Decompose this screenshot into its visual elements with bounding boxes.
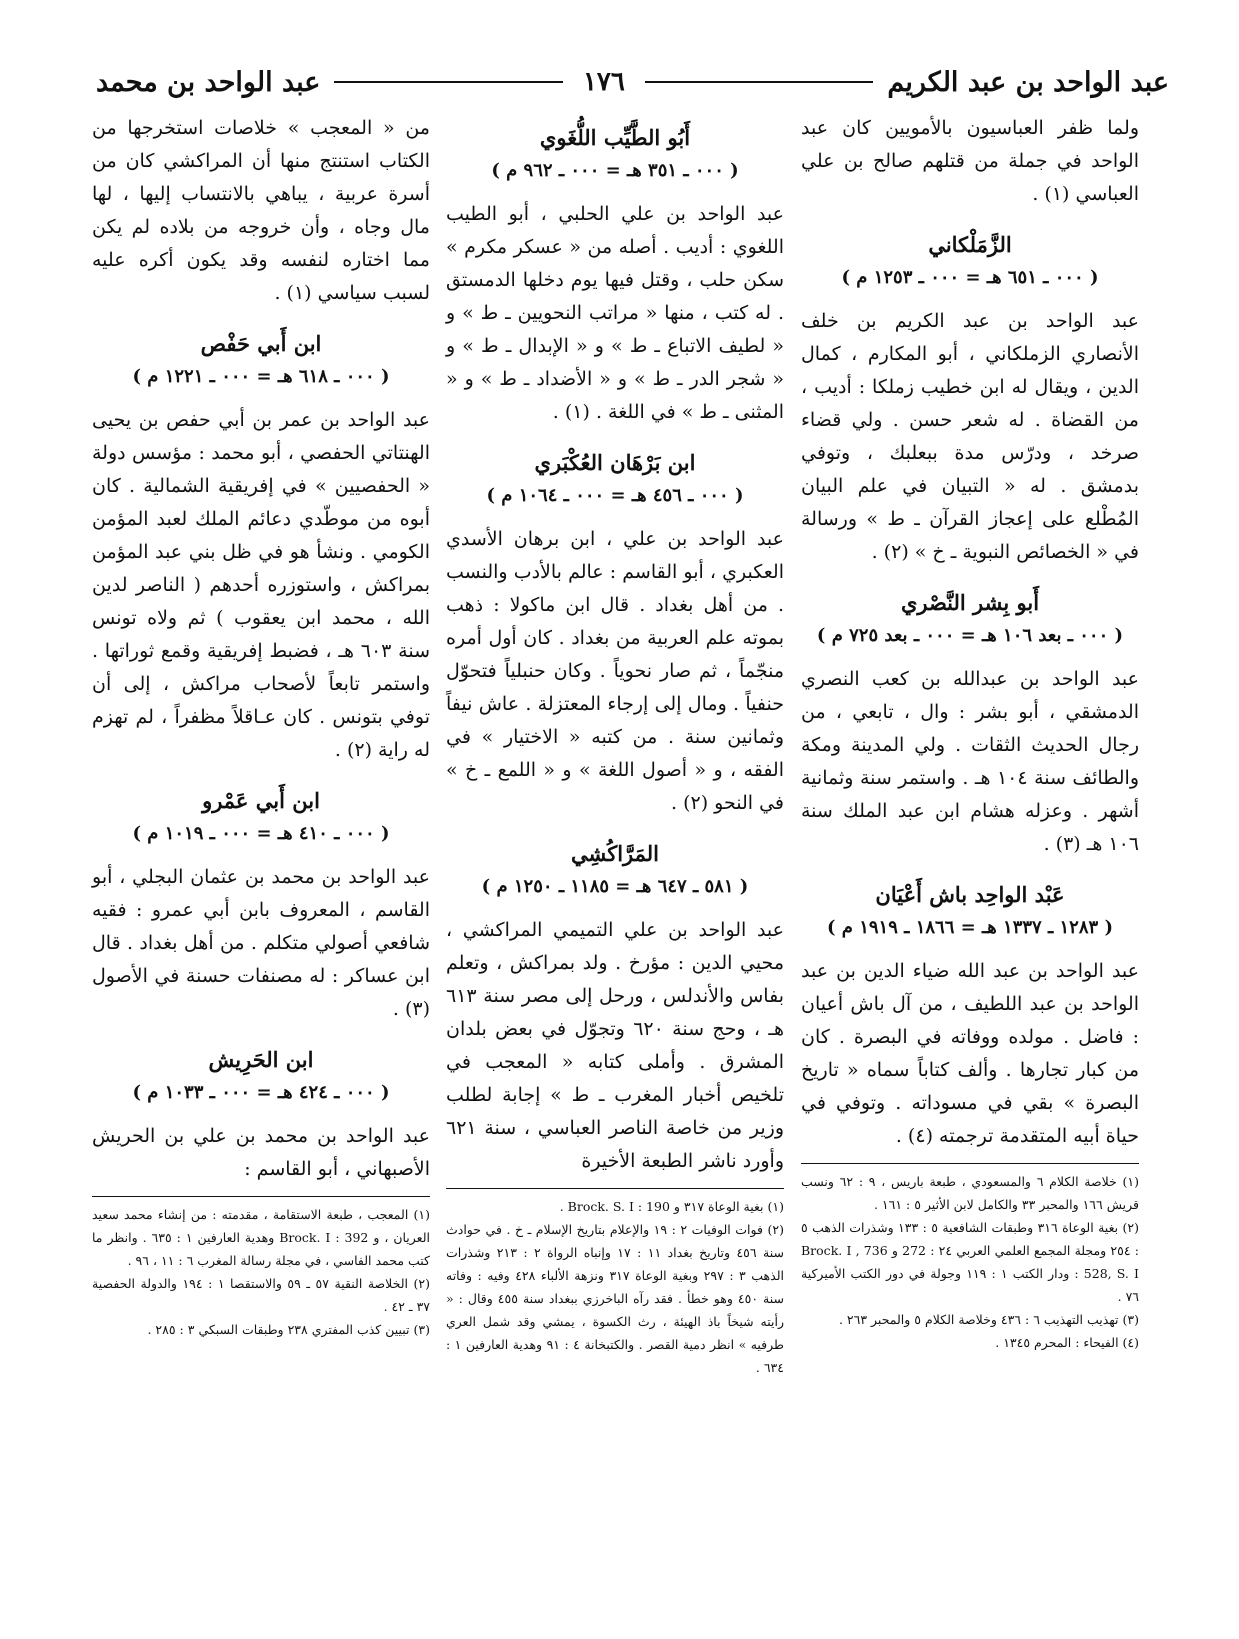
entry-abu-tayyib: [446, 122, 784, 429]
footnote: (٢) فوات الوفيات ٢ : ١٩ والإعلام بتاريخ الإسلام ـ خ . في حوادث سنة ٤٥٦ وتاريخ بغداد ١١ : ١٧ وإنباه الرواة ٢ : ٢١٣ وشذرات الذهب ٣ : ٢٩٧ وبغية الوعاة ٣١٧ ونزهة الألباء ٤٢٨ وفيه : وفاته سنة ٤٥٠ وهو خطأ . فقد رآه الباخرزي ببغداد سنة ٤٥٥ وقال : « رأيته شيخاً باذ الهيئة ، رث الكسوة ، يمشي وقد شمل العري طرفيه » انظر دمية القصر . والكتبخانة ٤ : ٩١ وهدية العارفين ١ : ٦٣٤ .: [446, 1222, 784, 1375]
entry-ibn-burhan: [446, 447, 784, 820]
entry-dates: ( ٠٠٠ ـ ٤٥٦ هـ = ٠٠٠ ـ ١٠٦٤ م ): [486, 485, 744, 506]
entry-body: عبد الواحد بن عبد الكريم بن خلف الأنصاري الزملكاني ، أبو المكارم ، كمال الدين ، ويقال له ابن خطيب زملكا : أديب ، من القضاة . له شعر حسن . ولي قضاء صرخد ، ودرّس مدة ببعلبك ، وتوفي بدمشق . له « التبيان في علم البيان المُطْلع على إعجاز القرآن ـ ط » ورسالة في « الخصائص النبوية ـ خ » (٢) .: [801, 310, 1139, 563]
entry-body: عبد الواحد بن محمد بن علي بن الحريش الأصبهاني ، أبو القاسم :: [92, 1125, 430, 1180]
entry-name: ابن أَبي حَفْص: [200, 331, 322, 356]
entry-dates: ( ٠٠٠ ـ ٦١٨ هـ = ٠٠٠ ـ ١٢٢١ م ): [132, 366, 390, 387]
entry-dates: ( ٠٠٠ ـ ٣٥١ هـ = ٠٠٠ ـ ٩٦٢ م ): [491, 160, 739, 181]
footnote: (٣) تهذيب التهذيب ٦ : ٤٣٦ وخلاصة الكلام ٥ والمحبر ٢٦٣ .: [838, 1312, 1139, 1327]
entry-body: عبد الواحد بن علي ، ابن برهان الأسدي العكبري ، أبو القاسم : عالم بالأدب والنسب . من أهل بغداد . قال ابن ماكولا : ذهب بموته علم العربية من بغداد . كان أول أمره منجّماً ، ثم صار نحوياً . وكان حنبلياً فتحوّل حنفياً . ومال إلى إرجاء المعتزلة . عاش نيفاً وثمانين سنة . من كتبه « الاختيار » في الفقه ، و « أصول اللغة » و « اللمع ـ خ » في النحو (٢) .: [446, 528, 784, 814]
continued-text: ولما ظفر العباسيون بالأمويين كان عبد الواحد في جملة من قتلهم صالح بن علي العباسي (١) .: [801, 117, 1139, 205]
entry-marrakushi: [446, 838, 784, 1178]
entry-dates: ( ١٢٨٣ ـ ١٣٣٧ هـ = ١٨٦٦ ـ ١٩١٩ م ): [827, 917, 1113, 938]
footnotes-right: [801, 1163, 1139, 1354]
page-number: ١٧٦: [582, 67, 625, 97]
footnote: (١) بغية الوعاة ٣١٧ و Brock. S. I : 190 .: [559, 1199, 784, 1214]
footnotes-middle: [446, 1188, 784, 1379]
entry-name: الزَّمَلْكاني: [928, 232, 1012, 257]
column-left: [92, 112, 430, 1341]
entry-name: ابن أَبي عَمْرو: [202, 788, 320, 813]
footnote: (٢) الخلاصة النقية ٥٧ ـ ٥٩ والاستقصا ١ : ١٩٤ والدولة الحفصية ٣٧ ـ ٤٢ .: [92, 1276, 430, 1314]
entry-ibn-abi-amr: [92, 785, 430, 1026]
running-title-right: عبد الواحد بن عبد الكريم: [887, 66, 1169, 98]
entry-dates: ( ٠٠٠ ـ ٤٢٤ هـ = ٠٠٠ ـ ١٠٣٣ م ): [132, 1082, 390, 1103]
column-middle: [446, 112, 784, 1379]
entry-dates: ( ٠٠٠ ـ ٦٥١ هـ = ٠٠٠ ـ ١٢٥٣ م ): [841, 267, 1099, 288]
entry-zamalkani: [801, 229, 1139, 569]
entry-body: عبد الواحد بن عبد الله ضياء الدين بن عبد الواحد بن عبد اللطيف ، من آل باش أعيان : فاضل . مولده ووفاته في البصرة . كان من كبار تجارها . وألف كتاباً سماه « تاريخ البصرة » بقي في مسوداته . وتوفي في حياة أبيه المتقدمة ترجمته (٤) .: [801, 960, 1139, 1147]
entry-name: عَبْد الواحِد باش أَعْيَان: [875, 882, 1065, 907]
entry-body: عبد الواحد بن علي الحلبي ، أبو الطيب اللغوي : أديب . أصله من « عسكر مكرم » سكن حلب ، وقتل فيها يوم دخلها الدمستق . له كتب ، منها « مراتب النحويين ـ ط » و « لطيف الاتباع ـ ط » و « الإبدال ـ ط » و « شجر الدر ـ ط » و « الأضداد ـ ط » و « المثنى ـ ط » في اللغة . (١) .: [446, 203, 784, 423]
continued-text: من « المعجب » خلاصات استخرجها من الكتاب استنتج منها أن المراكشي كان من أسرة عربية ، يباهي بالانتساب إليها ، لها مال وجاه ، وأن خروجه من بلاده لم يكن مما اختاره لنفسه وقد يكون أكره عليه لسبب سياسي (١) .: [92, 117, 430, 304]
entry-nasri: [801, 587, 1139, 861]
footnotes-left: [92, 1196, 430, 1341]
header-rule: [645, 81, 874, 83]
entry-name: أَبُو الطَّيِّب اللُّغَوي: [539, 125, 691, 150]
entry-dates: ( ٥٨١ ـ ٦٤٧ هـ = ١١٨٥ ـ ١٢٥٠ م ): [481, 876, 749, 897]
entry-name: المَرَّاكُشِي: [570, 841, 660, 866]
footnote: (١) المعجب ، طبعة الاستقامة ، مقدمته : من إنشاء محمد سعيد العريان ، و Brock. I : 392 وهدية العارفين ١ : ٦٣٥ . وانظر ما كتب محمد الفاسي ، في مجلة رسالة المغرب ٦ : ١١ ، ٩٦ .: [92, 1207, 430, 1268]
entry-body: عبد الواحد بن عمر بن أبي حفص بن يحيى الهنتاتي الحفصي ، أبو محمد : مؤسس دولة « الحفصيين » في إفريقية الشمالية . كان أبوه من موطّدي دعائم الملك لعبد المؤمن الكومي . ونشأ هو في ظل بني عبد المؤمن بمراكش ، واستوزره أحدهم ( الناصر لدين الله ، محمد ابن يعقوب ) ثم ولاه تونس سنة ٦٠٣ هـ ، فضبط إفريقية وقمع ثوراتها . واستمر تابعاً لأصحاب مراكش ، إلى أن توفي بتونس . كان عـاقلاً مظفراً ، لم تهزم له راية (٢) .: [92, 409, 430, 761]
entry-name: ابن بَرْهَان العُكْبَري: [534, 450, 696, 475]
entry-dates: ( ٠٠٠ ـ ٤١٠ هـ = ٠٠٠ ـ ١٠١٩ م ): [132, 823, 390, 844]
entry-bash-ayan: [801, 879, 1139, 1153]
entry-name: أَبو بِشر النَّصْري: [900, 590, 1040, 615]
running-header: [96, 62, 1169, 102]
footnote: (٣) تبيين كذب المفتري ٢٣٨ وطبقات السبكي ٣ : ٢٨٥ .: [147, 1322, 430, 1337]
entry-dates: ( ٠٠٠ ـ بعد ١٠٦ هـ = ٠٠٠ ـ بعد ٧٢٥ م ): [816, 625, 1124, 646]
running-title-left: عبد الواحد بن محمد: [95, 66, 321, 98]
entry-ibn-abi-hafs: [92, 328, 430, 767]
entry-body: عبد الواحد بن محمد بن عثمان البجلي ، أبو القاسم ، المعروف بابن أبي عمرو : فقيه شافعي أصولي متكلم . من أهل بغداد . قال ابن عساكر : له مصنفات حسنة في الأصول (٣) .: [92, 866, 430, 1020]
column-right: [801, 112, 1139, 1354]
entry-ibn-harish: [92, 1044, 430, 1186]
entry-body: عبد الواحد بن علي التميمي المراكشي ، محيي الدين : مؤرخ . ولد بمراكش ، وتعلم بفاس والأندلس ، ورحل إلى مصر سنة ٦١٣ هـ ، وحج سنة ٦٢٠ وتجوّل في بعض بلدان المشرق . وأملى كتابه « المعجب في تلخيص أخبار المغرب ـ ط » إجابة لطلب وزير من خاصة الناصر العباسي ، سنة ٦٢١ وأورد ناشر الطبعة الأخيرة: [446, 919, 784, 1172]
footnote: (١) خلاصة الكلام ٦ والمسعودي ، طبعة باريس ، ٩ : ٦٢ ونسب قريش ١٦٦ والمحبر ٣٣ والكامل لابن الأثير ٥ : ١٦١ .: [801, 1174, 1139, 1212]
footnote: (٤) الفيحاء : المحرم ١٣٤٥ .: [995, 1335, 1139, 1350]
header-rule: [334, 81, 563, 83]
entry-name: ابن الحَرِيش: [208, 1047, 314, 1072]
footnote: (٢) بغية الوعاة ٣١٦ وطبقات الشافعية ٥ : ١٣٣ وشذرات الذهب ٥ : ٢٥٤ ومجلة المجمع العلمي العربي ٢٤ : 272 و 736 , Brock. I : 528, S. I ودار الكتب ١ : ١١٩ وجولة في دور الكتب الأميركية ٧٦ .: [801, 1220, 1140, 1304]
entry-body: عبد الواحد بن عبدالله بن كعب النصري الدمشقي ، أبو بشر : وال ، تابعي ، من رجال الحديث الثقات . ولي المدينة ومكة والطائف سنة ١٠٤ هـ . واستمر سنة وثمانية أشهر . وعزله هشام ابن عبد الملك سنة ١٠٦ هـ (٣) .: [801, 668, 1139, 855]
